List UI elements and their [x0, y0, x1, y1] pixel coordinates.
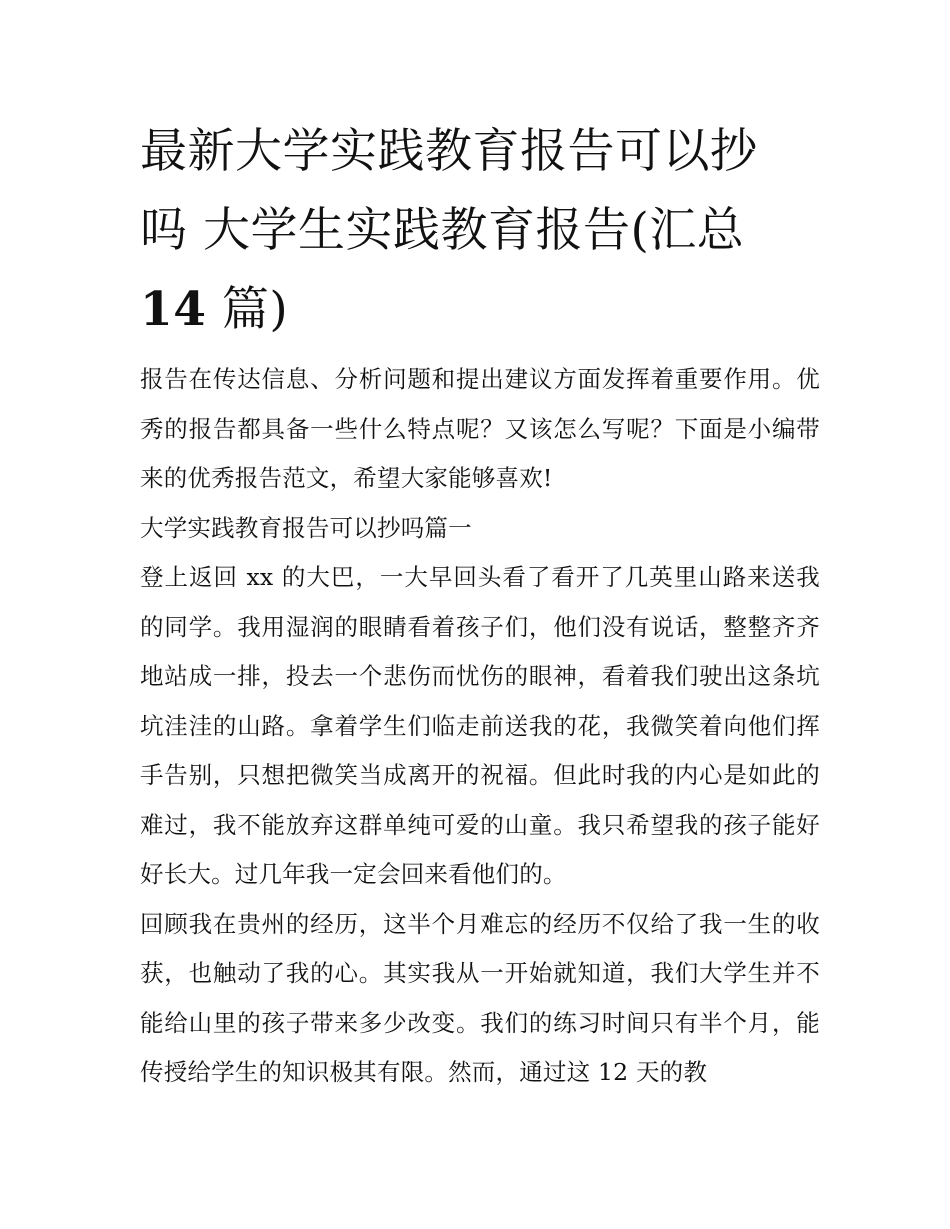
body-paragraph: 登上返回 xx 的大巴，一大早回头看了看开了几英里山路来送我的同学。我用湿润的眼睛看着孩子们，他们没有说话，整整齐齐地站成一排，投去一个悲伤而忧伤的眼神，看着我们驶出这条坑坑洼洼的山路。拿着学生们临走前送我的花，我微笑着向他们挥手告别，只想把微笑当成离开的祝福。但此时我的内心是如此的难过，我不能放弃这群单纯可爱的山童。我只希望我的孩子能好好长大。过几年我一定会回来看他们的。 — [140, 563, 820, 888]
section-heading: 大学实践教育报告可以抄吗篇一 — [140, 513, 472, 542]
title-line-3: 篇) — [206, 282, 289, 337]
title-number: 14 — [140, 282, 207, 337]
title-line-1: 最新大学实践教育报告可以抄 — [140, 124, 758, 179]
document-body — [140, 355, 820, 1098]
document-title — [140, 112, 820, 349]
body-paragraph: 回顾我在贵州的经历，这半个月难忘的经历不仅给了我一生的收获，也触动了我的心。其实我从一开始就知道，我们大学生并不能给山里的孩子带来多少改变。我们的练习时间只有半个月，能传授给学生的知识极其有限。然而，通过这 12 天的教 — [140, 909, 820, 1086]
intro-paragraph: 报告在传达信息、分析问题和提出建议方面发挥着重要作用。优秀的报告都具备一些什么特点呢？又该怎么写呢？下面是小编带来的优秀报告范文，希望大家能够喜欢! — [140, 365, 820, 492]
title-line-2: 吗 大学生实践教育报告(汇总 — [140, 203, 745, 258]
